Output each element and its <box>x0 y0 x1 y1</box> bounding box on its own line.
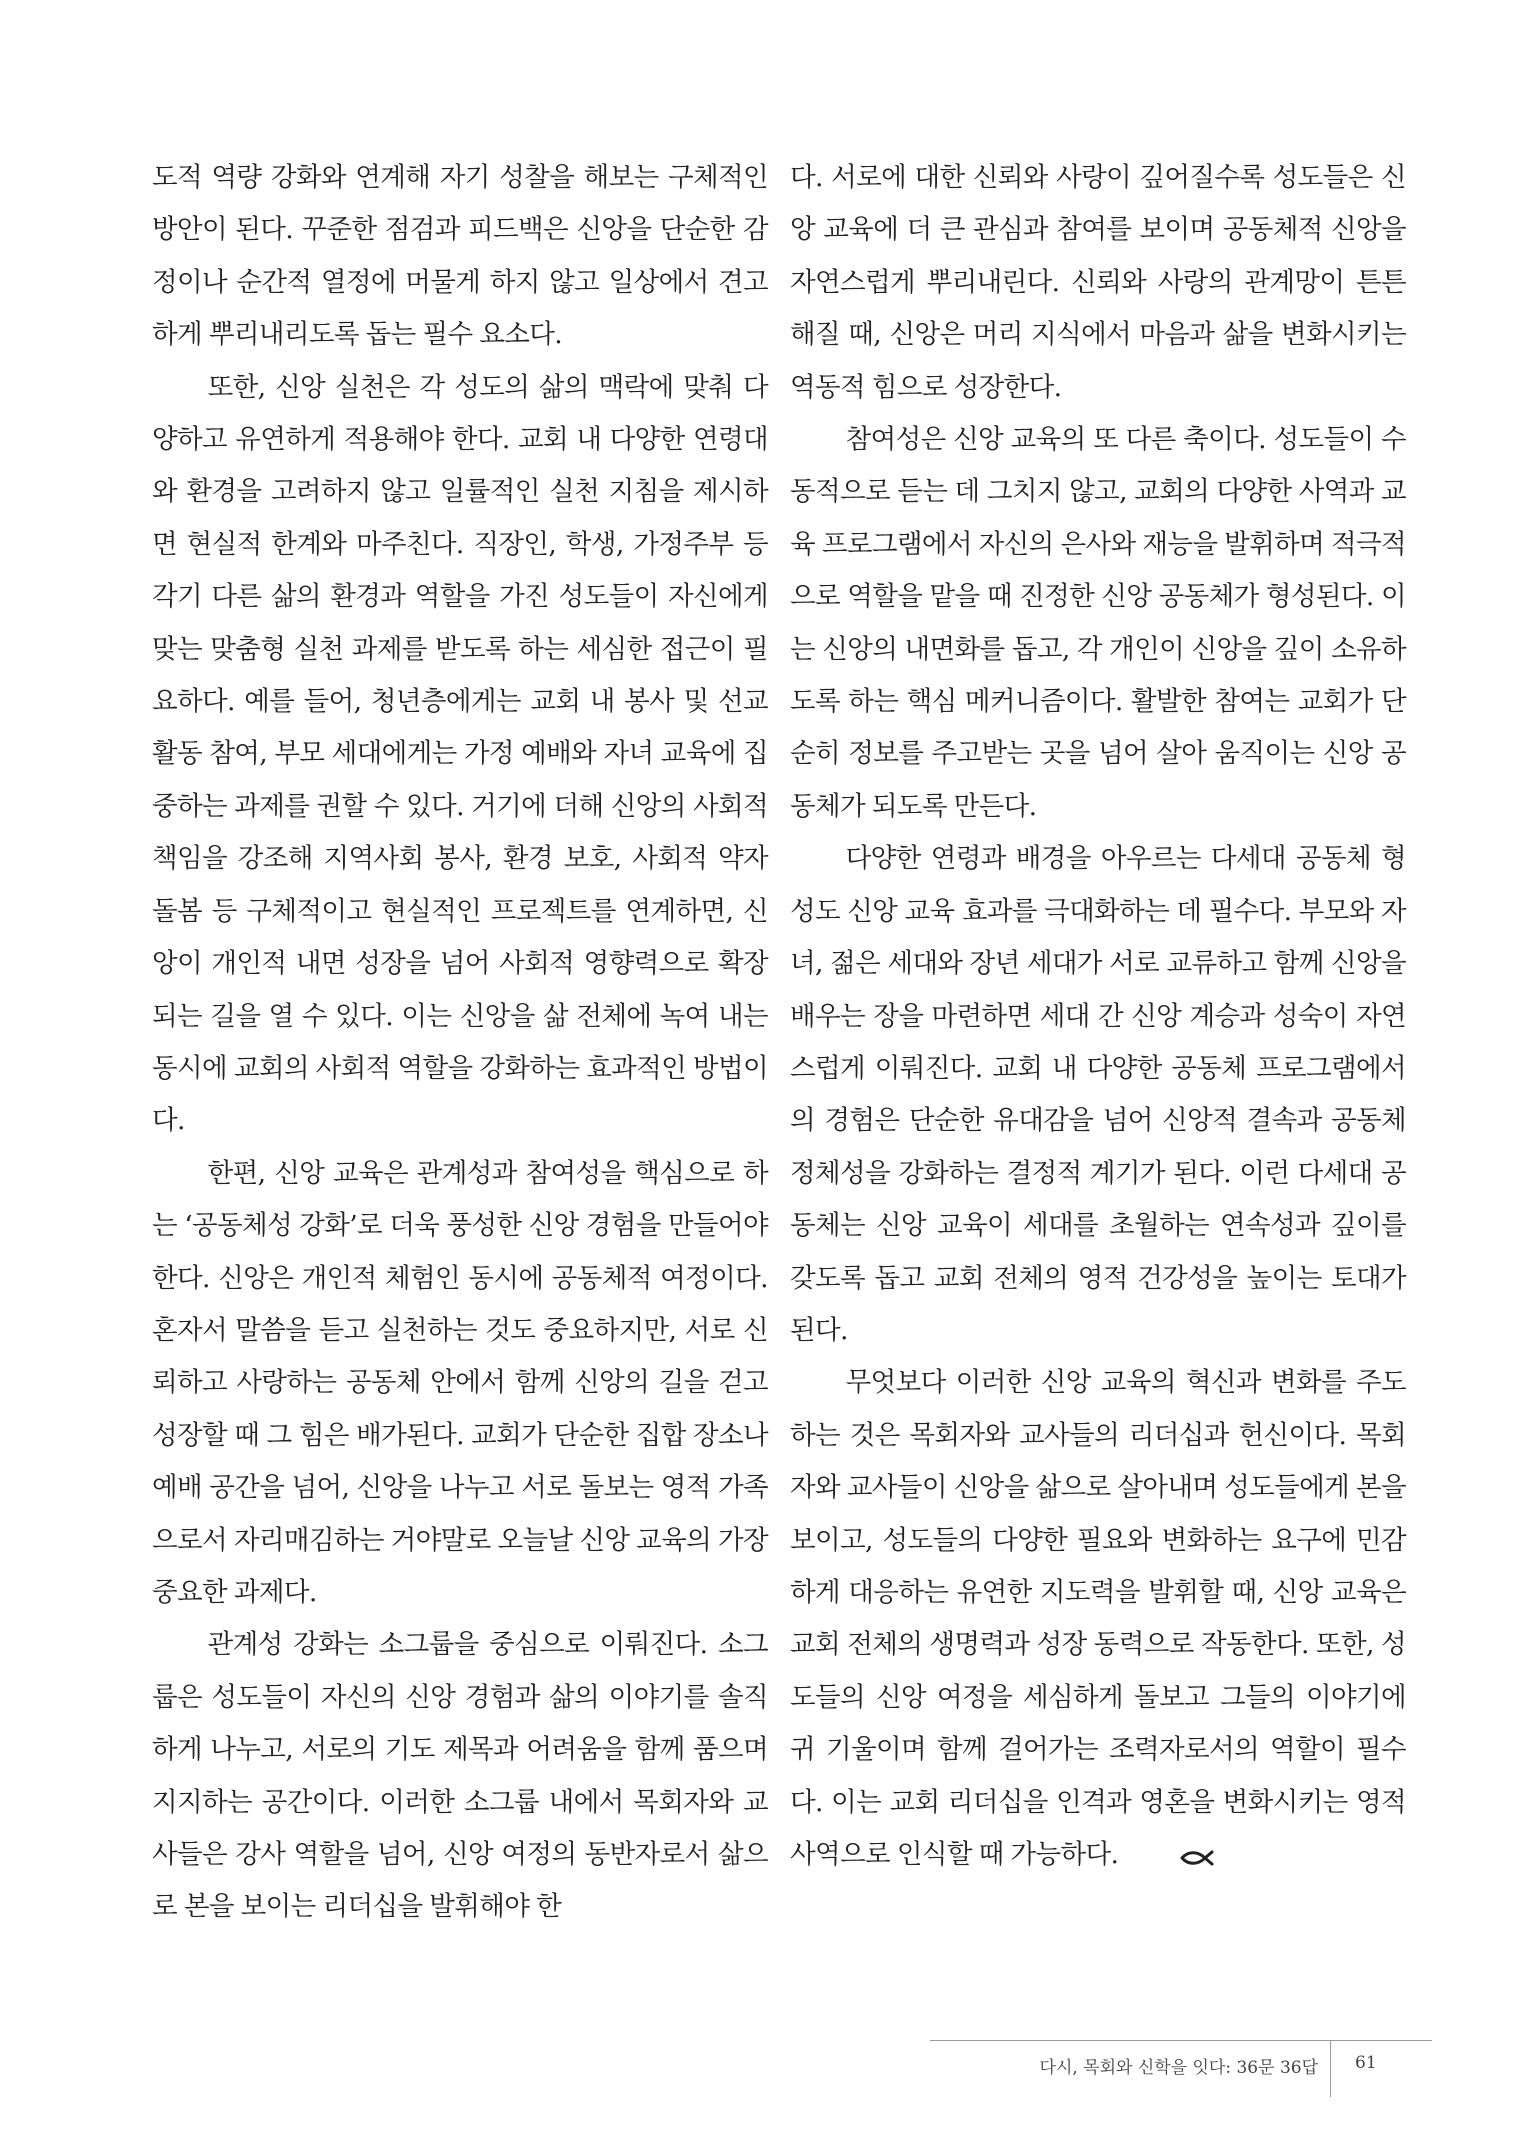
paragraph: 다. 서로에 대한 신뢰와 사랑이 깊어질수록 성도들은 신앙 교육에 더 큰 관심과 참여를 보이며 공동체적 신앙을 자연스럽게 뿌리내린다. 신뢰와 사랑의 관계망이 튼튼해질 때, 신앙은 머리 지식에서 마음과 삶을 변화시키는 역동적 힘으로 성장한다. <box>790 162 1406 403</box>
fish-icon <box>1124 1832 1214 1884</box>
running-title: 다시, 목회와 신학을 잇다: 36문 36답 <box>1039 2058 1318 2078</box>
paragraph: 참여성은 신앙 교육의 또 다른 축이다. 성도들이 수동적으로 듣는 데 그치지 않고, 교회의 다양한 사역과 교육 프로그램에서 자신의 은사와 재능을 발휘하며 적극적으로 역할을 맡을 때 진정한 신앙 공동체가 형성된다. 이는 신앙의 내면화를 돕고, 각 개인이 신앙을 깊이 소유하도록 하는 핵심 메커니즘이다. 활발한 참여는 교회가 단순히 정보를 주고받는 곳을 넘어 살아 움직이는 신앙 공동체가 되도록 만든다. <box>790 424 1406 822</box>
page-footer <box>930 2040 1432 2097</box>
footer-divider <box>1330 2041 1331 2097</box>
paragraph: 관계성 강화는 소그룹을 중심으로 이뤄진다. 소그룹은 성도들이 자신의 신앙 경험과 삶의 이야기를 솔직하게 나누고, 서로의 기도 제목과 어려움을 함께 품으며 지지하는 공간이다. 이러한 소그룹 내에서 목회자와 교사들은 강사 역할을 넘어, 신앙 여정의 동반자로서 삶으로 본을 보이는 리더십을 발휘해야 한 <box>152 1629 768 1923</box>
paragraph: 한편, 신앙 교육은 관계성과 참여성을 핵심으로 하는 ‘공동체성 강화’로 더욱 풍성한 신앙 경험을 만들어야 한다. 신앙은 개인적 체험인 동시에 공동체적 여정이다. 혼자서 말씀을 듣고 실천하는 것도 중요하지만, 서로 신뢰하고 사랑하는 공동체 안에서 함께 신앙의 길을 걷고 성장할 때 그 힘은 배가된다. 교회가 단순한 집합 장소나 예배 공간을 넘어, 신앙을 나누고 서로 돌보는 영적 가족으로서 자리매김하는 거야말로 오늘날 신앙 교육의 가장 중요한 과제다. <box>152 1157 768 1608</box>
paragraph-text: 무엇보다 이러한 신앙 교육의 혁신과 변화를 주도하는 것은 목회자와 교사들의 리더십과 헌신이다. 목회자와 교사들이 신앙을 삶으로 살아내며 성도들에게 본을 보이고, 성도들의 다양한 필요와 변화하는 요구에 민감하게 대응하는 유연한 지도력을 발휘할 때, 신앙 교육은 교회 전체의 생명력과 성장 동력으로 작동한다. 또한, 성도들의 신앙 여정을 세심하게 돌보고 그들의 이야기에 귀 기울이며 함께 걸어가는 조력자로서의 역할이 필수다. 이는 교회 리더십을 인격과 영혼을 변화시키는 영적 사역으로 인식할 때 가능하다. <box>790 1367 1406 1870</box>
page-number: 61 <box>1355 2053 1377 2073</box>
left-column <box>152 152 768 1934</box>
right-column <box>790 152 1406 1884</box>
paragraph: 또한, 신앙 실천은 각 성도의 삶의 맥락에 맞춰 다양하고 유연하게 적용해야 한다. 교회 내 다양한 연령대와 환경을 고려하지 않고 일률적인 실천 지침을 제시하면 현실적 한계와 마주친다. 직장인, 학생, 가정주부 등 각기 다른 삶의 환경과 역할을 가진 성도들이 자신에게 맞는 맞춤형 실천 과제를 받도록 하는 세심한 접근이 필요하다. 예를 들어, 청년층에게는 교회 내 봉사 및 선교 활동 참여, 부모 세대에게는 가정 예배와 자녀 교육에 집중하는 과제를 권할 수 있다. 거기에 더해 신앙의 사회적 책임을 강조해 지역사회 봉사, 환경 보호, 사회적 약자 돌봄 등 구체적이고 현실적인 프로젝트를 연계하면, 신앙이 개인적 내면 성장을 넘어 사회적 영향력으로 확장되는 길을 열 수 있다. 이는 신앙을 삶 전체에 녹여 내는 동시에 교회의 사회적 역할을 강화하는 효과적인 방법이다. <box>152 371 768 1137</box>
paragraph: 다양한 연령과 배경을 아우르는 다세대 공동체 형성도 신앙 교육 효과를 극대화하는 데 필수다. 부모와 자녀, 젊은 세대와 장년 세대가 서로 교류하고 함께 신앙을 배우는 장을 마련하면 세대 간 신앙 계승과 성숙이 자연스럽게 이뤄진다. 교회 내 다양한 공동체 프로그램에서의 경험은 단순한 유대감을 넘어 신앙적 결속과 공동체 정체성을 강화하는 결정적 계기가 된다. 이런 다세대 공동체는 신앙 교육이 세대를 초월하는 연속성과 깊이를 갖도록 돕고 교회 전체의 영적 건강성을 높이는 토대가 된다. <box>790 843 1406 1346</box>
paragraph <box>790 1357 1406 1884</box>
paragraph: 도적 역량 강화와 연계해 자기 성찰을 해보는 구체적인 방안이 된다. 꾸준한 점검과 피드백은 신앙을 단순한 감정이나 순간적 열정에 머물게 하지 않고 일상에서 견고하게 뿌리내리도록 돕는 필수 요소다. <box>152 162 768 351</box>
